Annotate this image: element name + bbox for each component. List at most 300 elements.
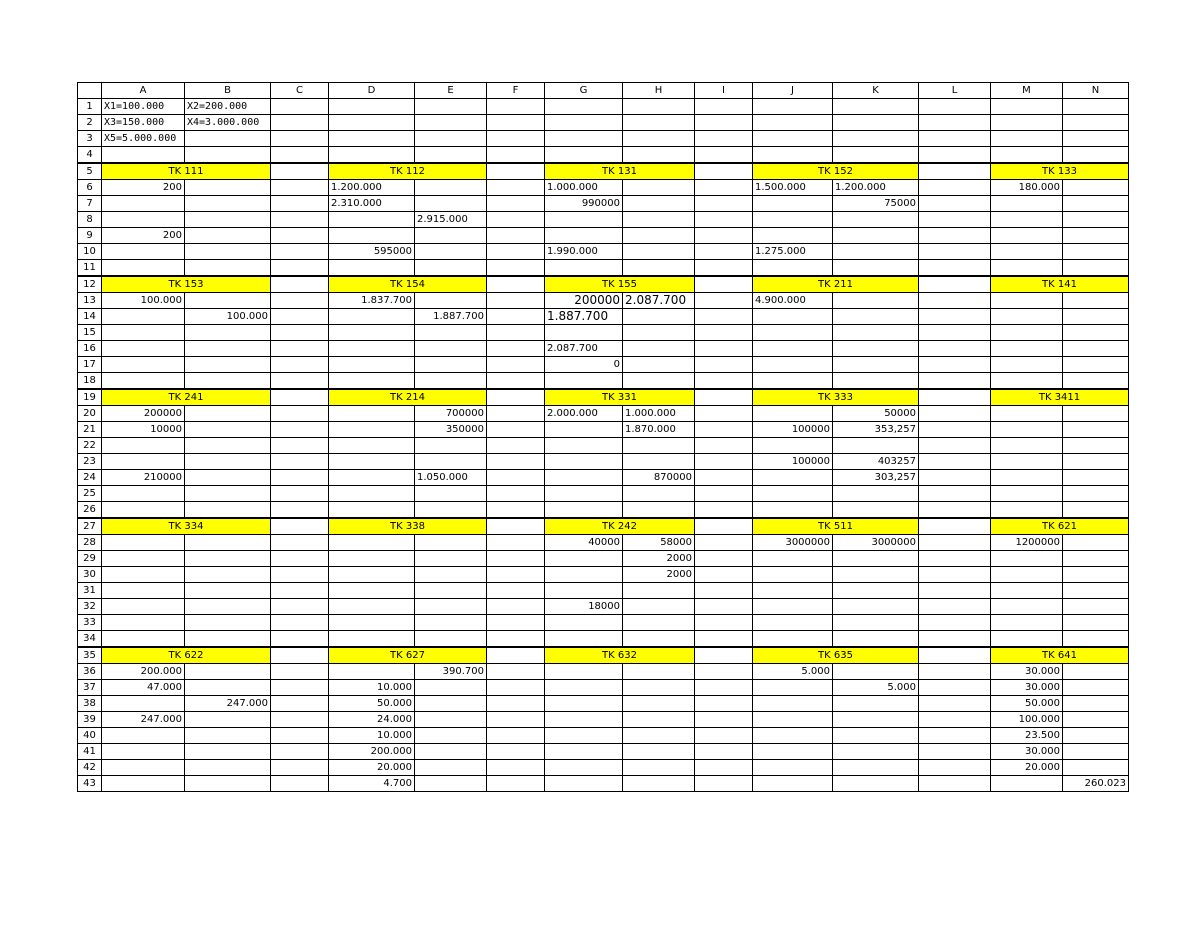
cell-i8[interactable] [695,212,753,228]
row-header[interactable]: 14 [78,309,102,325]
cell-f38[interactable] [487,696,545,712]
cell-j23[interactable]: 100000 [753,454,833,470]
cell-h3[interactable] [623,131,695,147]
cell-h28[interactable]: 58000 [623,535,695,551]
cell-h17[interactable] [623,357,695,373]
cell-a21[interactable]: 10000 [102,422,185,438]
cell-e2[interactable] [415,115,487,131]
cell-h16[interactable] [623,341,695,357]
cell-i43[interactable] [695,776,753,792]
cell-b33[interactable] [185,615,271,631]
cell-h6[interactable] [623,180,695,196]
cell-i25[interactable] [695,486,753,502]
cell-d36[interactable] [329,664,415,680]
cell-l30[interactable] [919,567,991,583]
cell-h33[interactable] [623,615,695,631]
cell-h38[interactable] [623,696,695,712]
cell-f20[interactable] [487,406,545,422]
column-header-e[interactable]: E [415,83,487,99]
cell-d20[interactable] [329,406,415,422]
cell-h30[interactable]: 2000 [623,567,695,583]
cell-d9[interactable] [329,228,415,244]
cell-n25[interactable] [1063,486,1129,502]
cell-k42[interactable] [833,760,919,776]
cell-i37[interactable] [695,680,753,696]
account-header[interactable]: TK 511 [753,518,919,535]
cell-i1[interactable] [695,99,753,115]
cell-d13[interactable]: 1.837.700 [329,293,415,309]
cell-c3[interactable] [271,131,329,147]
row-header[interactable]: 33 [78,615,102,631]
cell-h26[interactable] [623,502,695,519]
cell-i12[interactable] [695,276,753,293]
cell-g26[interactable] [545,502,623,519]
cell-l4[interactable] [919,147,991,164]
cell-e3[interactable] [415,131,487,147]
cell-b8[interactable] [185,212,271,228]
cell-m39[interactable]: 100.000 [991,712,1063,728]
cell-e21[interactable]: 350000 [415,422,487,438]
cell-e34[interactable] [415,631,487,648]
cell-b13[interactable] [185,293,271,309]
cell-n36[interactable] [1063,664,1129,680]
cell-i33[interactable] [695,615,753,631]
cell-d21[interactable] [329,422,415,438]
cell-k17[interactable] [833,357,919,373]
cell-k28[interactable]: 3000000 [833,535,919,551]
cell-a8[interactable] [102,212,185,228]
account-header[interactable]: TK 133 [991,163,1129,180]
row-header[interactable]: 22 [78,438,102,454]
account-header[interactable]: TK 211 [753,276,919,293]
account-header[interactable]: TK 3411 [991,389,1129,406]
cell-d33[interactable] [329,615,415,631]
row-header[interactable]: 3 [78,131,102,147]
cell-c25[interactable] [271,486,329,502]
cell-d17[interactable] [329,357,415,373]
cell-j41[interactable] [753,744,833,760]
cell-c37[interactable] [271,680,329,696]
cell-n26[interactable] [1063,502,1129,519]
cell-a1[interactable]: X1=100.000 [102,99,185,115]
cell-k31[interactable] [833,583,919,599]
cell-h24[interactable]: 870000 [623,470,695,486]
cell-f13[interactable] [487,293,545,309]
cell-g39[interactable] [545,712,623,728]
cell-j15[interactable] [753,325,833,341]
cell-d31[interactable] [329,583,415,599]
cell-m18[interactable] [991,373,1063,390]
cell-h18[interactable] [623,373,695,390]
cell-j17[interactable] [753,357,833,373]
cell-i40[interactable] [695,728,753,744]
cell-b11[interactable] [185,260,271,277]
cell-f2[interactable] [487,115,545,131]
cell-j38[interactable] [753,696,833,712]
cell-i38[interactable] [695,696,753,712]
cell-e37[interactable] [415,680,487,696]
cell-b4[interactable] [185,147,271,164]
row-header[interactable]: 7 [78,196,102,212]
row-header[interactable]: 26 [78,502,102,519]
row-header[interactable]: 29 [78,551,102,567]
cell-f31[interactable] [487,583,545,599]
cell-e16[interactable] [415,341,487,357]
cell-b25[interactable] [185,486,271,502]
cell-b14[interactable]: 100.000 [185,309,271,325]
cell-l19[interactable] [919,389,991,406]
cell-n38[interactable] [1063,696,1129,712]
cell-c35[interactable] [271,647,329,664]
account-header[interactable]: TK 153 [102,276,271,293]
cell-j30[interactable] [753,567,833,583]
cell-h31[interactable] [623,583,695,599]
cell-m17[interactable] [991,357,1063,373]
cell-j14[interactable] [753,309,833,325]
cell-i23[interactable] [695,454,753,470]
cell-g30[interactable] [545,567,623,583]
cell-h2[interactable] [623,115,695,131]
cell-k1[interactable] [833,99,919,115]
cell-n8[interactable] [1063,212,1129,228]
cell-h4[interactable] [623,147,695,164]
cell-e22[interactable] [415,438,487,454]
cell-a16[interactable] [102,341,185,357]
cell-f11[interactable] [487,260,545,277]
cell-g36[interactable] [545,664,623,680]
cell-h32[interactable] [623,599,695,615]
cell-n14[interactable] [1063,309,1129,325]
cell-g7[interactable]: 990000 [545,196,623,212]
cell-g15[interactable] [545,325,623,341]
cell-k30[interactable] [833,567,919,583]
cell-g16[interactable]: 2.087.700 [545,341,623,357]
cell-c11[interactable] [271,260,329,277]
cell-e1[interactable] [415,99,487,115]
cell-n18[interactable] [1063,373,1129,390]
cell-n22[interactable] [1063,438,1129,454]
cell-j33[interactable] [753,615,833,631]
cell-l11[interactable] [919,260,991,277]
cell-b34[interactable] [185,631,271,648]
cell-f24[interactable] [487,470,545,486]
cell-j24[interactable] [753,470,833,486]
cell-m9[interactable] [991,228,1063,244]
cell-f27[interactable] [487,518,545,535]
cell-d22[interactable] [329,438,415,454]
cell-a36[interactable]: 200.000 [102,664,185,680]
cell-a11[interactable] [102,260,185,277]
cell-c10[interactable] [271,244,329,260]
cell-e32[interactable] [415,599,487,615]
cell-g23[interactable] [545,454,623,470]
cell-k2[interactable] [833,115,919,131]
account-header[interactable]: TK 632 [545,647,695,664]
cell-j25[interactable] [753,486,833,502]
cell-l43[interactable] [919,776,991,792]
cell-n42[interactable] [1063,760,1129,776]
cell-n3[interactable] [1063,131,1129,147]
cell-h36[interactable] [623,664,695,680]
cell-k33[interactable] [833,615,919,631]
cell-n34[interactable] [1063,631,1129,648]
cell-g24[interactable] [545,470,623,486]
cell-n37[interactable] [1063,680,1129,696]
cell-h34[interactable] [623,631,695,648]
cell-b22[interactable] [185,438,271,454]
cell-h1[interactable] [623,99,695,115]
cell-d40[interactable]: 10.000 [329,728,415,744]
cell-e20[interactable]: 700000 [415,406,487,422]
cell-g9[interactable] [545,228,623,244]
cell-l14[interactable] [919,309,991,325]
cell-i29[interactable] [695,551,753,567]
cell-m31[interactable] [991,583,1063,599]
cell-a28[interactable] [102,535,185,551]
cell-m10[interactable] [991,244,1063,260]
cell-f19[interactable] [487,389,545,406]
cell-l34[interactable] [919,631,991,648]
cell-l7[interactable] [919,196,991,212]
cell-i27[interactable] [695,518,753,535]
cell-e17[interactable] [415,357,487,373]
cell-j10[interactable]: 1.275.000 [753,244,833,260]
cell-e43[interactable] [415,776,487,792]
cell-n13[interactable] [1063,293,1129,309]
cell-d11[interactable] [329,260,415,277]
cell-f1[interactable] [487,99,545,115]
cell-l37[interactable] [919,680,991,696]
cell-m22[interactable] [991,438,1063,454]
cell-a39[interactable]: 247.000 [102,712,185,728]
cell-l2[interactable] [919,115,991,131]
cell-j29[interactable] [753,551,833,567]
cell-d4[interactable] [329,147,415,164]
cell-d6[interactable]: 1.200.000 [329,180,415,196]
cell-e29[interactable] [415,551,487,567]
cell-h8[interactable] [623,212,695,228]
cell-j9[interactable] [753,228,833,244]
cell-g2[interactable] [545,115,623,131]
column-header-d[interactable]: D [329,83,415,99]
cell-i28[interactable] [695,535,753,551]
cell-f28[interactable] [487,535,545,551]
cell-n24[interactable] [1063,470,1129,486]
cell-c13[interactable] [271,293,329,309]
cell-l27[interactable] [919,518,991,535]
account-header[interactable]: TK 152 [753,163,919,180]
row-header[interactable]: 9 [78,228,102,244]
cell-m43[interactable] [991,776,1063,792]
cell-m14[interactable] [991,309,1063,325]
cell-k26[interactable] [833,502,919,519]
cell-g4[interactable] [545,147,623,164]
row-header[interactable]: 27 [78,518,102,535]
cell-c39[interactable] [271,712,329,728]
cell-f18[interactable] [487,373,545,390]
row-header[interactable]: 1 [78,99,102,115]
cell-k22[interactable] [833,438,919,454]
cell-f34[interactable] [487,631,545,648]
cell-e40[interactable] [415,728,487,744]
cell-f36[interactable] [487,664,545,680]
cell-n16[interactable] [1063,341,1129,357]
cell-i16[interactable] [695,341,753,357]
cell-c1[interactable] [271,99,329,115]
cell-h11[interactable] [623,260,695,277]
cell-f32[interactable] [487,599,545,615]
cell-n15[interactable] [1063,325,1129,341]
cell-l41[interactable] [919,744,991,760]
row-header[interactable]: 6 [78,180,102,196]
cell-i19[interactable] [695,389,753,406]
cell-b1[interactable]: X2=200.000 [185,99,271,115]
cell-f12[interactable] [487,276,545,293]
cell-j32[interactable] [753,599,833,615]
cell-l35[interactable] [919,647,991,664]
cell-f17[interactable] [487,357,545,373]
cell-i26[interactable] [695,502,753,519]
cell-k14[interactable] [833,309,919,325]
cell-l23[interactable] [919,454,991,470]
cell-g22[interactable] [545,438,623,454]
cell-l36[interactable] [919,664,991,680]
cell-e31[interactable] [415,583,487,599]
cell-e28[interactable] [415,535,487,551]
column-header-l[interactable]: L [919,83,991,99]
cell-j42[interactable] [753,760,833,776]
cell-f43[interactable] [487,776,545,792]
cell-f5[interactable] [487,163,545,180]
cell-i13[interactable] [695,293,753,309]
cell-c12[interactable] [271,276,329,293]
cell-e14[interactable]: 1.887.700 [415,309,487,325]
cell-k7[interactable]: 75000 [833,196,919,212]
account-header[interactable]: TK 635 [753,647,919,664]
row-header[interactable]: 42 [78,760,102,776]
cell-c5[interactable] [271,163,329,180]
account-header[interactable]: TK 621 [991,518,1129,535]
cell-h41[interactable] [623,744,695,760]
cell-c28[interactable] [271,535,329,551]
cell-j16[interactable] [753,341,833,357]
cell-h29[interactable]: 2000 [623,551,695,567]
cell-l9[interactable] [919,228,991,244]
cell-e36[interactable]: 390.700 [415,664,487,680]
cell-b23[interactable] [185,454,271,470]
cell-a17[interactable] [102,357,185,373]
cell-a37[interactable]: 47.000 [102,680,185,696]
cell-b38[interactable]: 247.000 [185,696,271,712]
cell-f23[interactable] [487,454,545,470]
cell-b17[interactable] [185,357,271,373]
row-header[interactable]: 19 [78,389,102,406]
cell-c38[interactable] [271,696,329,712]
cell-c9[interactable] [271,228,329,244]
cell-m6[interactable]: 180.000 [991,180,1063,196]
cell-d28[interactable] [329,535,415,551]
cell-n17[interactable] [1063,357,1129,373]
cell-c4[interactable] [271,147,329,164]
cell-h25[interactable] [623,486,695,502]
cell-n28[interactable] [1063,535,1129,551]
row-header[interactable]: 40 [78,728,102,744]
account-header[interactable]: TK 214 [329,389,487,406]
cell-l3[interactable] [919,131,991,147]
cell-h10[interactable] [623,244,695,260]
cell-k40[interactable] [833,728,919,744]
cell-h40[interactable] [623,728,695,744]
cell-b39[interactable] [185,712,271,728]
cell-f33[interactable] [487,615,545,631]
cell-n2[interactable] [1063,115,1129,131]
cell-d23[interactable] [329,454,415,470]
cell-g43[interactable] [545,776,623,792]
cell-a14[interactable] [102,309,185,325]
cell-d34[interactable] [329,631,415,648]
cell-c43[interactable] [271,776,329,792]
cell-k11[interactable] [833,260,919,277]
cell-b29[interactable] [185,551,271,567]
cell-g38[interactable] [545,696,623,712]
account-header[interactable]: TK 131 [545,163,695,180]
row-header[interactable]: 24 [78,470,102,486]
cell-m28[interactable]: 1200000 [991,535,1063,551]
cell-n43[interactable]: 260.023 [1063,776,1129,792]
cell-f26[interactable] [487,502,545,519]
cell-g31[interactable] [545,583,623,599]
cell-k37[interactable]: 5.000 [833,680,919,696]
cell-k8[interactable] [833,212,919,228]
cell-c24[interactable] [271,470,329,486]
cell-k16[interactable] [833,341,919,357]
cell-g42[interactable] [545,760,623,776]
cell-e39[interactable] [415,712,487,728]
cell-f42[interactable] [487,760,545,776]
cell-c33[interactable] [271,615,329,631]
cell-m40[interactable]: 23.500 [991,728,1063,744]
cell-i24[interactable] [695,470,753,486]
cell-b32[interactable] [185,599,271,615]
cell-i36[interactable] [695,664,753,680]
cell-b30[interactable] [185,567,271,583]
column-header-c[interactable]: C [271,83,329,99]
column-header-m[interactable]: M [991,83,1063,99]
cell-a3[interactable]: X5=5.000.000 [102,131,185,147]
row-header[interactable]: 25 [78,486,102,502]
row-header[interactable]: 36 [78,664,102,680]
cell-m21[interactable] [991,422,1063,438]
cell-c23[interactable] [271,454,329,470]
cell-a32[interactable] [102,599,185,615]
column-header-i[interactable]: I [695,83,753,99]
cell-c27[interactable] [271,518,329,535]
cell-n39[interactable] [1063,712,1129,728]
cell-a9[interactable]: 200 [102,228,185,244]
cell-h13[interactable]: 2.087.700 [623,293,695,309]
cell-j3[interactable] [753,131,833,147]
cell-g17[interactable]: 0 [545,357,623,373]
cell-j20[interactable] [753,406,833,422]
cell-a23[interactable] [102,454,185,470]
cell-d10[interactable]: 595000 [329,244,415,260]
cell-c30[interactable] [271,567,329,583]
cell-j43[interactable] [753,776,833,792]
cell-l24[interactable] [919,470,991,486]
account-header[interactable]: TK 334 [102,518,271,535]
cell-d7[interactable]: 2.310.000 [329,196,415,212]
cell-h22[interactable] [623,438,695,454]
